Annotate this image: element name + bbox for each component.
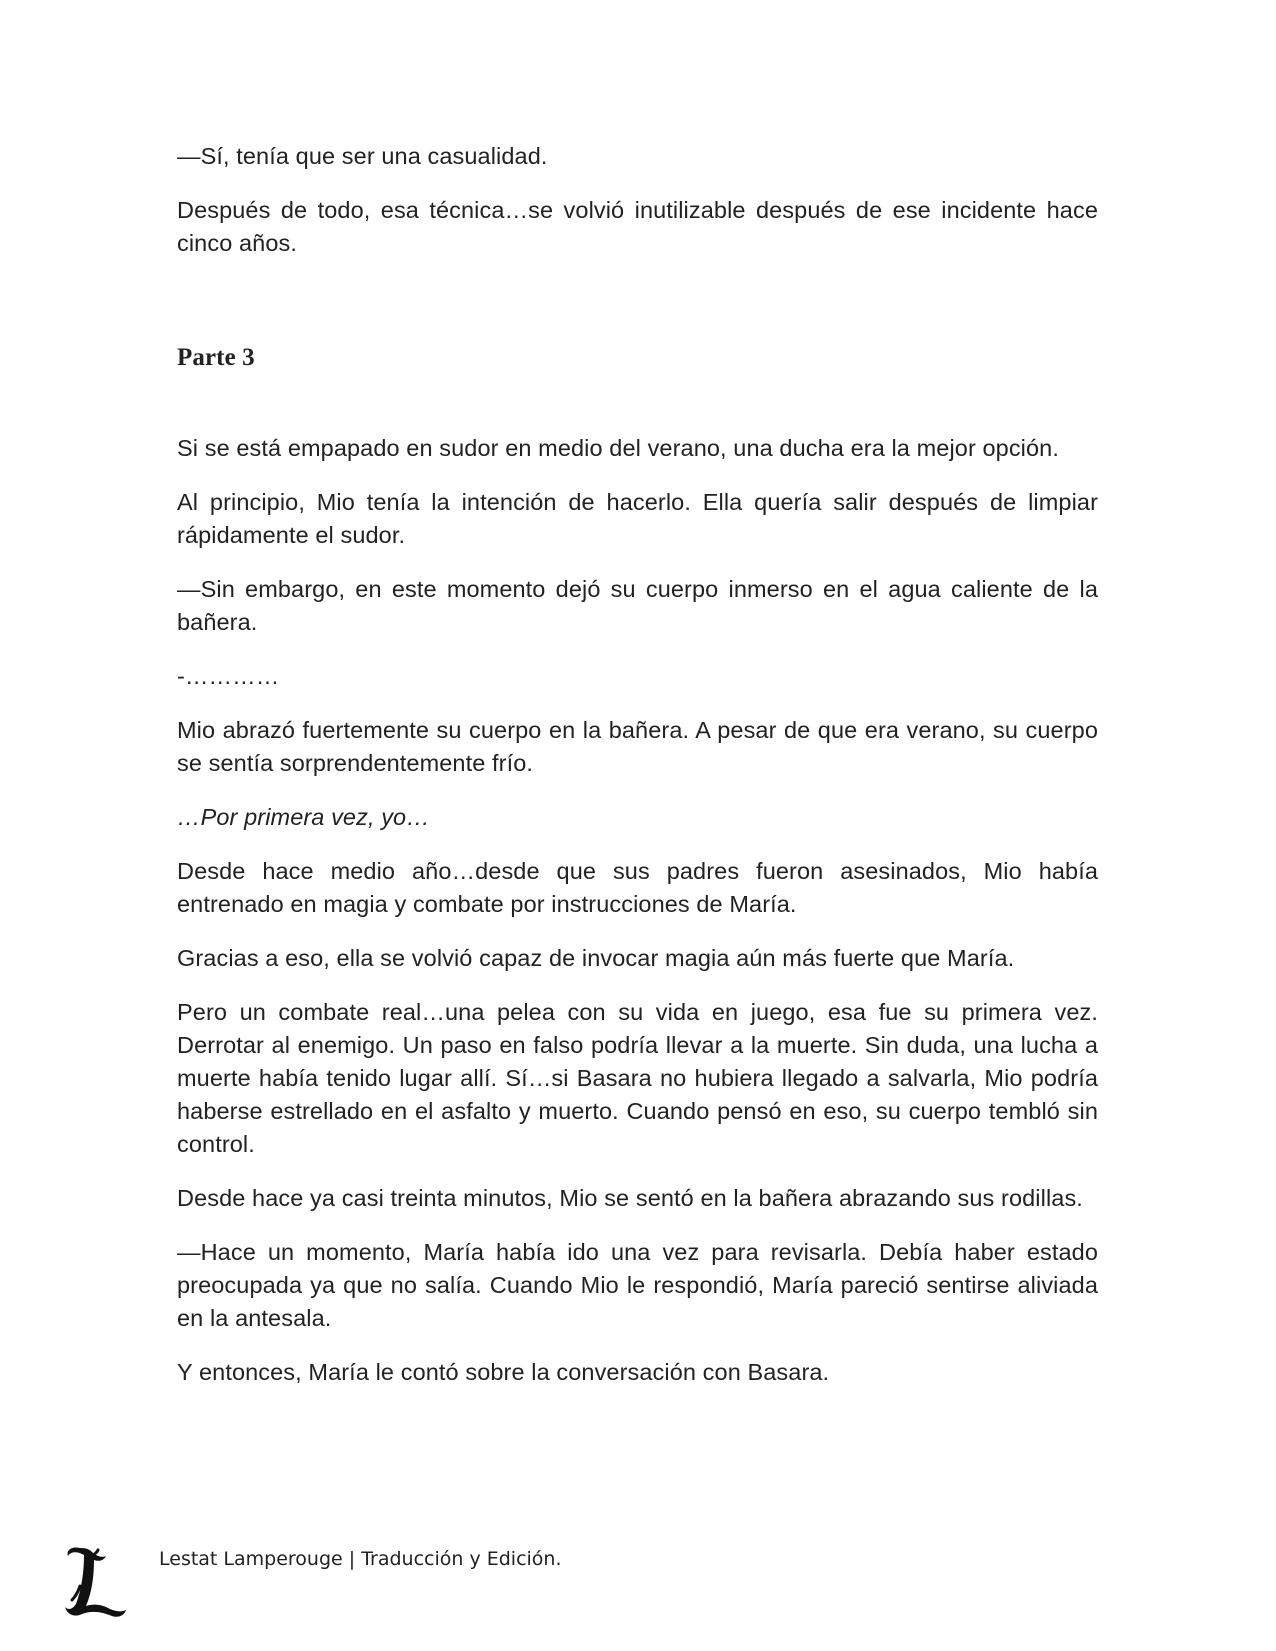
paragraph: Gracias a eso, ella se volvió capaz de invocar magia aún más fuerte que María. [177, 945, 1015, 971]
page-footer [62, 1540, 962, 1620]
translator-credit: Lestat Lamperouge | Traducción y Edición. [159, 1548, 562, 1570]
paragraph: Y entonces, María le contó sobre la conversación con Basara. [177, 1359, 830, 1385]
section-heading: Parte 3 [177, 344, 255, 371]
paragraph: Si se está empapado en sudor en medio del verano, una ducha era la mejor opción. [177, 435, 1059, 461]
paragraph: —Sin embargo, en este momento dejó su cuerpo inmerso en el agua caliente de la bañera. [177, 576, 1098, 635]
paragraph: Pero un combate real…una pelea con su vida en juego, esa fue su primera vez. Derrotar al enemigo. Un paso en falso podría llevar a la muerte. Sin duda, una lucha a muerte había tenido lugar allí. Sí…si Basara no hubiera llegado a salvarla, Mio podría haberse estrellado en el asfalto y muerto. Cuando pensó en eso, su cuerpo tembló sin control. [177, 999, 1098, 1157]
translator-logo-icon [62, 1540, 128, 1620]
document-body [177, 140, 1098, 1410]
paragraph: —Sí, tenía que ser una casualidad. [177, 143, 548, 169]
paragraph: Desde hace ya casi treinta minutos, Mio se sentó en la bañera abrazando sus rodillas. [177, 1185, 1083, 1211]
paragraph: Desde hace medio año…desde que sus padres fueron asesinados, Mio había entrenado en magia y combate por instrucciones de María. [177, 858, 1098, 917]
paragraph: Al principio, Mio tenía la intención de hacerlo. Ella quería salir después de limpiar rápidamente el sudor. [177, 489, 1098, 548]
paragraph: —Hace un momento, María había ido una vez para revisarla. Debía haber estado preocupada ya que no salía. Cuando Mio le respondió, María pareció sentirse aliviada en la antesala. [177, 1239, 1098, 1331]
paragraph: Mio abrazó fuertemente su cuerpo en la bañera. A pesar de que era verano, su cuerpo se sentía sorprendentemente frío. [177, 717, 1098, 776]
paragraph: Después de todo, esa técnica…se volvió inutilizable después de ese incidente hace cinco años. [177, 197, 1098, 256]
italic-thought-paragraph: …Por primera vez, yo… [177, 804, 430, 830]
ellipsis-paragraph: -………… [177, 663, 280, 689]
